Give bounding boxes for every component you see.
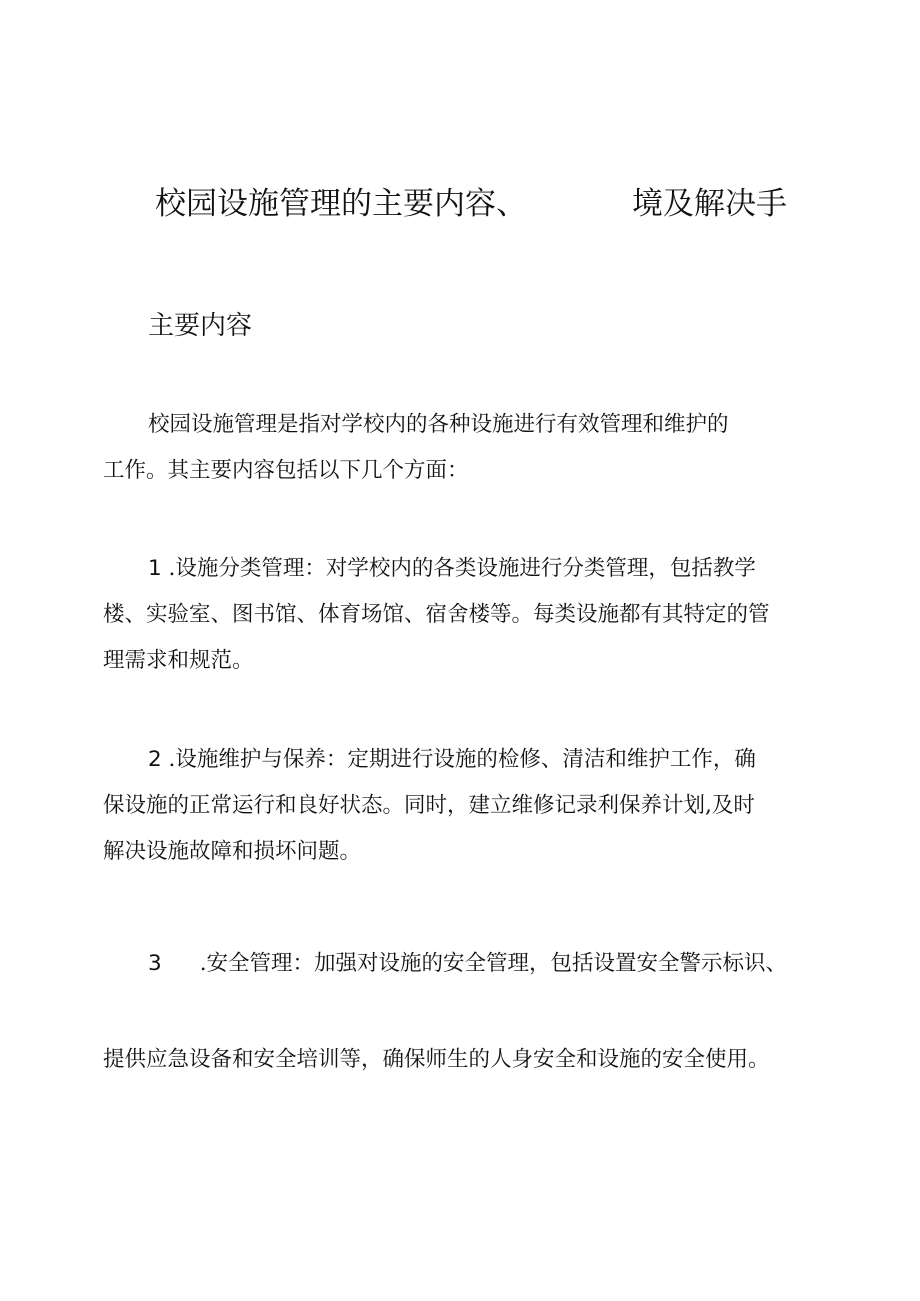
- list-item-2-text-1: .设施维护与保养：定期进行设施的检修、清洁和维护工作，确: [168, 747, 756, 772]
- list-item-3-text-1: .安全管理：加强对设施的安全管理，包括设置安全警示标识、: [199, 951, 788, 976]
- list-item-2-line-1: [103, 737, 833, 783]
- list-item-3-line-2: 提供应急设备和安全培训等，确保师生的人身安全和设施的安全使用。: [103, 1047, 770, 1072]
- list-item-3: [103, 941, 833, 1133]
- title-part-1: 校园设施管理的主要内容、: [155, 186, 527, 222]
- list-item-2: [103, 737, 833, 875]
- intro-line-2: 工作。其主要内容包括以下几个方面：: [103, 458, 469, 483]
- intro-paragraph: [103, 402, 833, 494]
- list-item-1-line-3: 理需求和规范。: [103, 648, 254, 673]
- section-heading: 主要内容: [148, 311, 253, 341]
- title-part-2: 境及解决手: [632, 186, 787, 222]
- list-item-1-number: 1: [148, 556, 162, 581]
- list-item-2-line-2: 保设施的正常运行和良好状态。同时，建立维修记录利保养计划,及时: [103, 793, 755, 818]
- list-item-3-number: 3: [148, 951, 162, 976]
- list-item-3-line-1: [103, 941, 833, 1037]
- intro-line-1: 校园设施管理是指对学校内的各种设施进行有效管理和维护的: [148, 412, 729, 437]
- list-item-2-number: 2: [148, 747, 162, 772]
- list-item-1-line-2: 楼、实验室、图书馆、体育场馆、宿舍楼等。每类设施都有其特定的管: [103, 602, 770, 627]
- list-item-1-line-1: [103, 546, 833, 592]
- document-title: [0, 180, 920, 228]
- list-item-2-line-3: 解决设施故障和损坏问题。: [103, 839, 362, 864]
- list-item-1: [103, 546, 833, 684]
- list-item-1-text-1: .设施分类管理：对学校内的各类设施进行分类管理，包括教学: [168, 556, 756, 581]
